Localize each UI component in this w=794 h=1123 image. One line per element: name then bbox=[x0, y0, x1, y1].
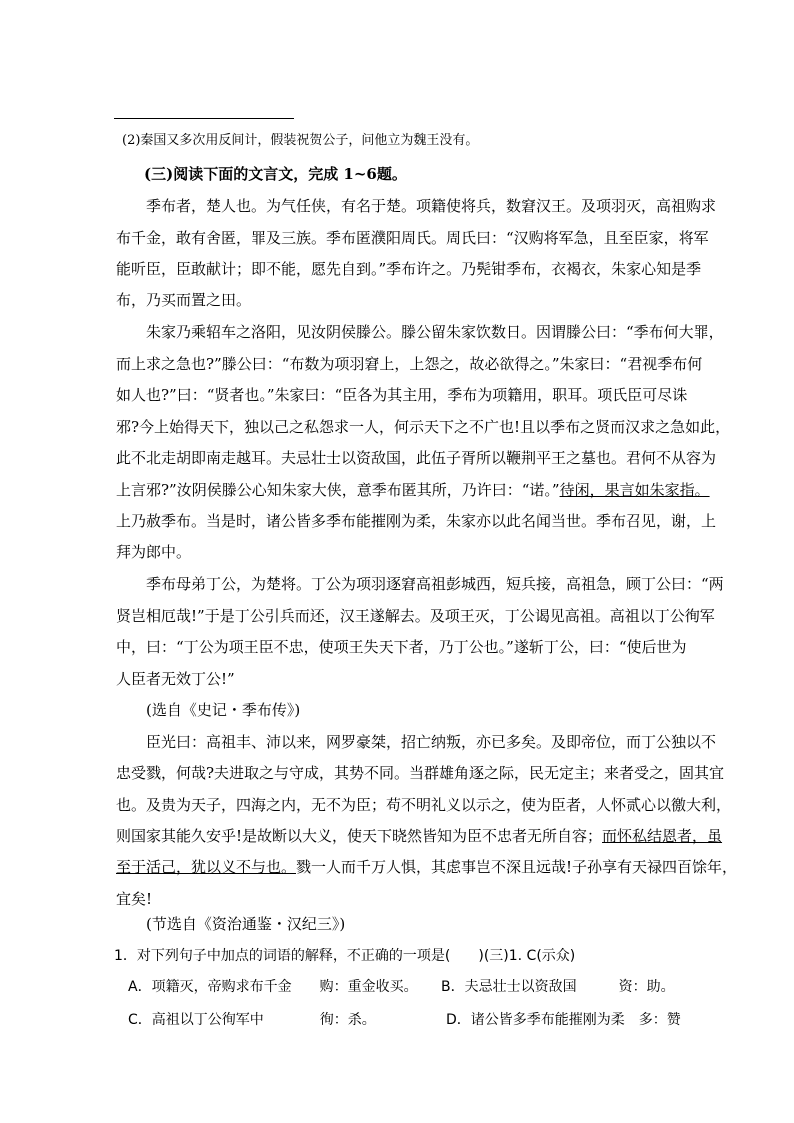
footnote-divider bbox=[114, 118, 294, 119]
passage-line: 朱家乃乘轺车之洛阳，见汝阴侯滕公。滕公留朱家饮数日。因谓滕公曰：“季布何大罪， bbox=[116, 323, 724, 341]
section-heading: (三)阅读下面的文言文，完成 1~6题。 bbox=[144, 165, 407, 183]
underlined-sentence: 待闲，果言如朱家指。 bbox=[559, 481, 710, 499]
line-text: 上言邪?”汝阴侯滕公心知朱家大侠，意季布匿其所，乃许曰：“诺。” bbox=[116, 481, 560, 499]
passage-line: 布，乃买而置之田。 bbox=[116, 291, 252, 309]
passage-line bbox=[116, 480, 710, 500]
passage-line: 忠受戮，何哉?夫进取之与守成，其势不同。当群雄角逐之际，民无定主；来者受之，固其宜 bbox=[116, 764, 725, 782]
passage-line: 能听臣，臣敢献计；即不能，愿先自到。”季布许之。乃髡钳季布，衣褐衣，朱家心知是季 bbox=[116, 260, 702, 278]
passage-line: 季布母弟丁公，为楚将。丁公为项羽逐窘高祖彭城西，短兵接，高祖急，顾丁公曰：“两 bbox=[116, 575, 724, 593]
passage-line: 上乃赦季布。当是时，诸公皆多季布能摧刚为柔，朱家亦以此名闻当世。季布召见，谢，上 bbox=[116, 512, 717, 530]
passage-line: 贤岂相厄哉!”于是丁公引兵而还，汉王遂解去。及项王灭，丁公谒见高祖。高祖以丁公徇军 bbox=[116, 607, 715, 625]
passage-line: 而上求之急也?”滕公曰：“布数为项羽窘上，上怨之，故必欲得之。”朱家曰：“君视季布何 bbox=[116, 355, 703, 373]
question-stem: 1．对下列句子中加点的词语的解释，不正确的一项是( )(三)1. C(示众) bbox=[114, 948, 576, 964]
underlined-sentence: 至于活己，犹以义不与也。 bbox=[116, 858, 297, 876]
footnote-note: (2)秦国又多次用反间计，假装祝贺公子，问他立为魏王没有。 bbox=[122, 133, 479, 148]
passage-line bbox=[116, 826, 722, 846]
passage-line: 如人也?”曰：“贤者也。”朱家曰：“臣各为其主用，季布为项籍用，职耳。项氏臣可尽诛 bbox=[116, 386, 688, 404]
source-note: (选自《史记・季布传》) bbox=[116, 701, 301, 719]
passage-line: 布千金，敢有舍匿，罪及三族。季布匿濮阳周氏。周氏曰：“汉购将军急，且至臣家，将军 bbox=[116, 229, 709, 247]
passage-line: 中，曰：“丁公为项王臣不忠，使项王失天下者，乃丁公也。”遂斩丁公，曰：“使后世为 bbox=[116, 638, 687, 656]
line-text: 戮一人而千万人惧，其虑事岂不深且远哉!子孙享有天禄四百馀年， bbox=[296, 858, 738, 876]
passage-line: 季布者，楚人也。为气任侠，有名于楚。项籍使将兵，数窘汉王。及项羽灭，高祖购求 bbox=[116, 197, 717, 215]
passage-line: 此不北走胡即南走越耳。夫忌壮士以资敌国，此伍子胥所以鞭荆平王之墓也。君何不从容为 bbox=[116, 449, 717, 467]
passage-line: 拜为郎中。 bbox=[116, 543, 192, 561]
option-a: A．项籍灭，帝购求布千金 购：重金收买。 bbox=[128, 979, 418, 995]
passage-line: 臣光曰：高祖丰、沛以来，网罗豪桀，招亡纳叛，亦已多矣。及即帝位，而丁公独以不 bbox=[116, 733, 717, 751]
source-note: (节选自《资治通鉴・汉纪三》) bbox=[116, 915, 346, 933]
option-c: C．高祖以丁公徇军中 徇：杀。 bbox=[128, 1012, 376, 1028]
passage-line: 宜矣! bbox=[116, 890, 153, 908]
passage-line: 也。及贵为天子，四海之内，无不为臣；苟不明礼义以示之，使为臣者，人怀贰心以徼大利， bbox=[116, 796, 732, 814]
line-text: 则国家其能久安乎!是故断以大义，使天下晓然皆知为臣不忠者无所自容； bbox=[116, 827, 603, 845]
option-d: D．诸公皆多季布能摧刚为柔 多：赞 bbox=[446, 1012, 681, 1028]
passage-line: 邪?今上始得天下，独以己之私怨求一人，何示天下之不广也!且以季布之贤而汉求之急如此， bbox=[116, 418, 731, 436]
passage-line: 人臣者无效丁公!” bbox=[116, 670, 235, 688]
option-b: B．夫忌壮士以资敌国 资：助。 bbox=[441, 979, 675, 995]
passage-line bbox=[116, 857, 737, 877]
underlined-sentence: 而怀私结恩者，虽 bbox=[602, 827, 723, 845]
